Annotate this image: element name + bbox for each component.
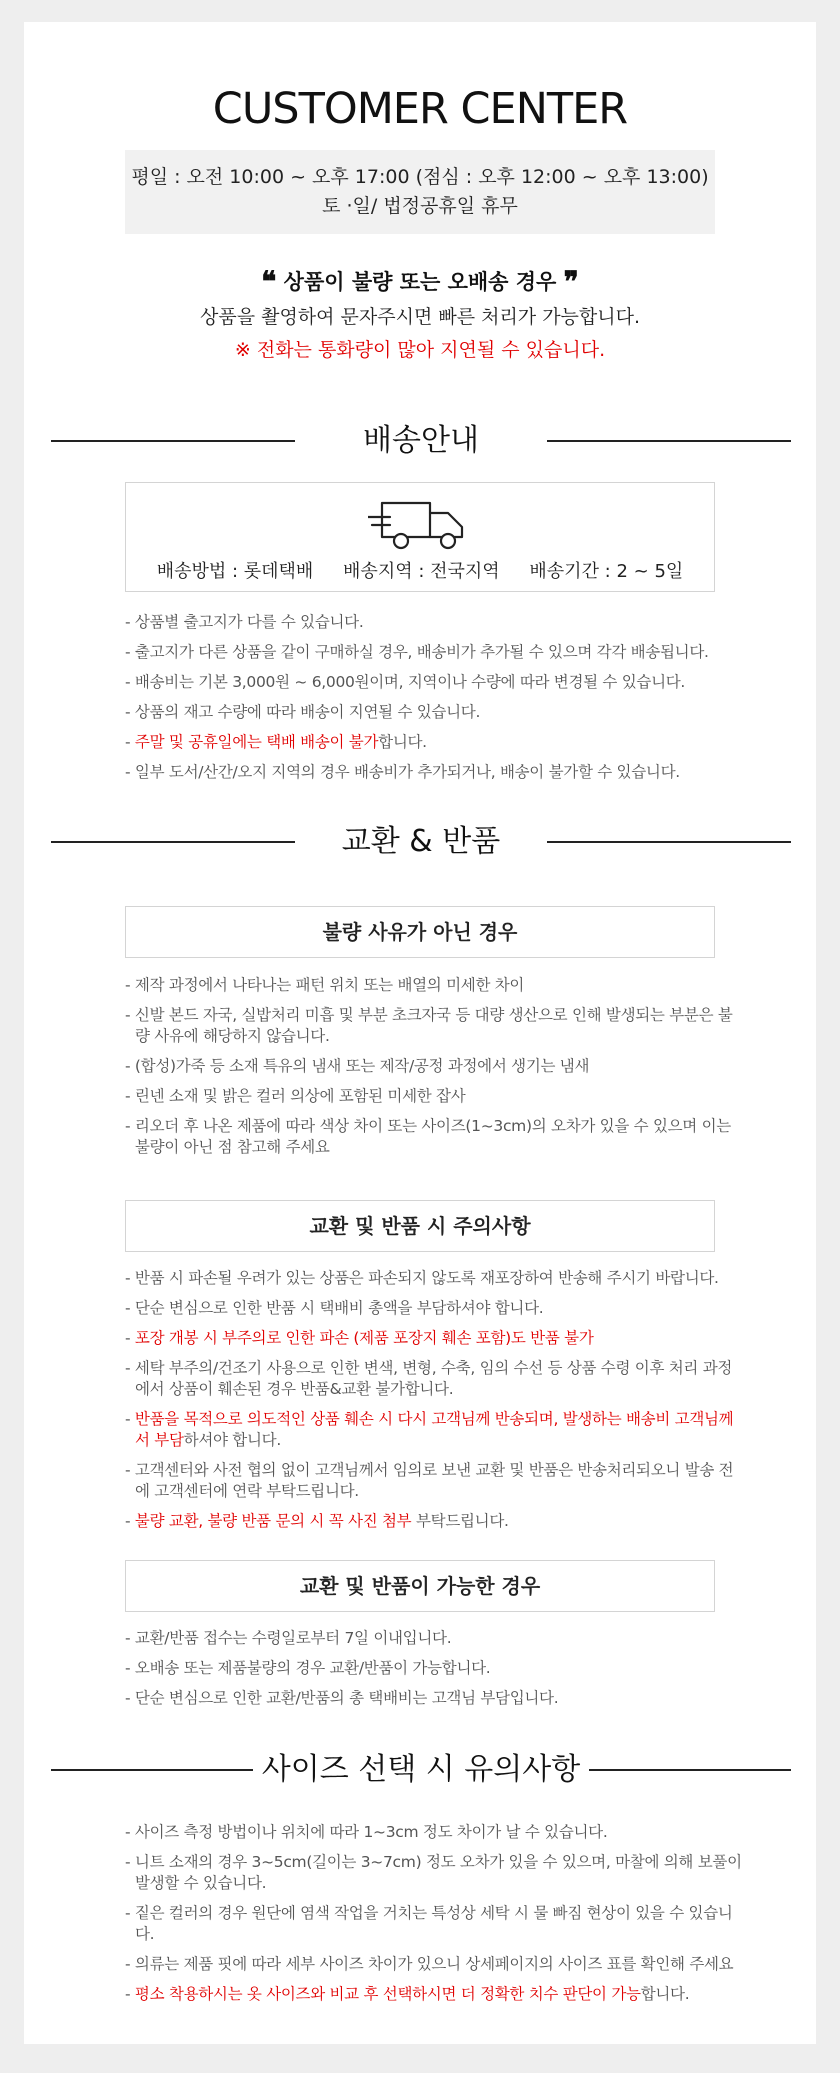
list-item [125, 1511, 745, 1532]
list-item: - 오배송 또는 제품불량의 경우 교환/반품이 가능합니다. [125, 1659, 491, 1677]
list-item [125, 1328, 745, 1349]
list-item: - 짙은 컬러의 경우 원단에 염색 작업을 거치는 특성상 세탁 시 물 빠짐 현상이 있을 수 있습니다. [125, 1904, 733, 1943]
list-item: - 일부 도서/산간/오지 지역의 경우 배송비가 추가되거나, 배송이 불가할 수 있습니다. [125, 763, 680, 781]
item-highlight: 주말 및 공휴일에는 택배 배송이 불가 [134, 733, 379, 751]
item-suffix: 합니다. [640, 1985, 690, 2003]
exchange-section-title: 교환 & 반품 [341, 824, 501, 859]
list-item: - 리오더 후 나온 제품에 따라 색상 차이 또는 사이즈(1~3cm)의 오차가 있을 수 있으며 이는 불량이 아닌 점 참고해 주세요 [125, 1117, 731, 1156]
item-prefix: - [125, 733, 135, 751]
business-hours-box [125, 150, 715, 234]
list-item: - 반품 시 파손될 우려가 있는 상품은 파손되지 않도록 재포장하여 반송해 주시기 바랍니다. [125, 1269, 719, 1287]
list-item [125, 1409, 745, 1451]
list-item: - 고객센터와 사전 협의 없이 고객님께서 임의로 보낸 교환 및 반품은 반송처리되오니 발송 전에 고객센터에 연락 부탁드립니다. [125, 1461, 734, 1500]
size-section-title: 사이즈 선택 시 유의사항 [261, 1752, 581, 1787]
exchange-section-header [51, 822, 791, 862]
list-item: - 상품의 재고 수량에 따라 배송이 지연될 수 있습니다. [125, 703, 481, 721]
item-highlight: 평소 착용하시는 옷 사이즈와 비교 후 선택하시면 더 정확한 치수 판단이 가능 [134, 1985, 641, 2003]
open-quote-icon: ❝ [261, 265, 277, 298]
non-defect-list [125, 975, 745, 1167]
item-prefix: - [125, 1985, 135, 2003]
size-notes-list [125, 1822, 745, 2014]
list-item: - 배송비는 기본 3,000원 ~ 6,000원이며, 지역이나 수량에 따라 변경될 수 있습니다. [125, 673, 686, 691]
list-item: - 상품별 출고지가 다를 수 있습니다. [125, 613, 364, 631]
notice-headline-row [24, 265, 816, 298]
page-title: CUSTOMER CENTER [212, 84, 628, 134]
list-item: - 단순 변심으로 인한 반품 시 택배비 총액을 부담하셔야 합니다. [125, 1299, 544, 1317]
list-item [125, 1984, 745, 2005]
non-defect-title-box [125, 906, 715, 958]
item-prefix: - [125, 1329, 135, 1347]
shipping-method: 배송방법 : 롯데택배 [156, 561, 314, 582]
caution-list [125, 1268, 745, 1541]
shipping-info-box [125, 482, 715, 592]
shipping-region: 배송지역 : 전국지역 [343, 561, 500, 582]
item-prefix: - [125, 1512, 135, 1530]
list-item: - 사이즈 측정 방법이나 위치에 따라 1~3cm 정도 차이가 날 수 있습니다. [125, 1823, 608, 1841]
item-suffix: 합니다. [378, 733, 427, 751]
list-item: - 세탁 부주의/건조기 사용으로 인한 변색, 변형, 수축, 임의 수선 등 상품 수령 이후 처리 과정에서 상품이 훼손된 경우 반품&교환 불가합니다. [125, 1359, 733, 1398]
item-highlight: 불량 교환, 불량 반품 문의 시 꼭 사진 첨부 [134, 1512, 412, 1530]
notice-warning: ※ 전화는 통화량이 많아 지연될 수 있습니다. [234, 339, 606, 361]
holiday-notice: 토 ·일/ 법정공휴일 휴무 [322, 195, 518, 217]
list-item: - 교환/반품 접수는 수령일로부터 7일 이내입니다. [125, 1629, 452, 1647]
caution-title-box [125, 1200, 715, 1252]
notice-headline: 상품이 불량 또는 오배송 경우 [283, 270, 557, 294]
possible-title: 교환 및 반품이 가능한 경우 [299, 1574, 541, 1598]
list-item: - (합성)가죽 등 소재 특유의 냄새 또는 제작/공정 과정에서 생기는 냄새 [125, 1057, 590, 1075]
shipping-section-title: 배송안내 [363, 423, 479, 458]
list-item: - 제작 과정에서 나타나는 패턴 위치 또는 배열의 미세한 차이 [125, 976, 525, 994]
list-item [125, 732, 745, 753]
non-defect-title: 불량 사유가 아닌 경우 [322, 920, 518, 944]
shipping-notes-list [125, 612, 745, 792]
list-item: - 의류는 제품 핏에 따라 세부 사이즈 차이가 있으니 상세페이지의 사이즈 표를 확인해 주세요 [125, 1955, 734, 1973]
close-quote-icon: ❞ [563, 265, 579, 298]
possible-title-box [125, 1560, 715, 1612]
possible-list [125, 1628, 745, 1718]
list-item: - 신발 본드 자국, 실밥처리 미흡 및 부분 초크자국 등 대량 생산으로 인해 발생되는 부분은 불량 사유에 해당하지 않습니다. [125, 1006, 733, 1045]
item-highlight: 반품을 목적으로 의도적인 상품 훼손 시 다시 고객님께 반송되며, 발생하는 배송비 고객님께서 부담 [134, 1410, 734, 1449]
list-item: - 출고지가 다른 상품을 같이 구매하실 경우, 배송비가 추가될 수 있으며 각각 배송됩니다. [125, 643, 709, 661]
shipping-period: 배송기간 : 2 ~ 5일 [529, 561, 684, 582]
shipping-summary-row [126, 557, 714, 583]
notice-line: 상품을 촬영하여 문자주시면 빠른 처리가 가능합니다. [199, 306, 641, 328]
item-prefix: - [125, 1410, 135, 1428]
size-section-header [51, 1750, 791, 1790]
item-highlight: 포장 개봉 시 부주의로 인한 파손 (제품 포장지 훼손 포함)도 반품 불가 [134, 1329, 594, 1347]
customer-center-page [24, 22, 816, 2044]
defect-notice [24, 265, 816, 362]
item-suffix: 부탁드립니다. [411, 1512, 509, 1530]
caution-title: 교환 및 반품 시 주의사항 [309, 1214, 531, 1238]
list-item: - 린넨 소재 및 밝은 컬러 의상에 포함된 미세한 잡사 [125, 1087, 466, 1105]
delivery-truck-icon [368, 497, 472, 551]
shipping-section-header [51, 421, 791, 461]
list-item: - 단순 변심으로 인한 교환/반품의 총 택배비는 고객님 부담입니다. [125, 1689, 559, 1707]
list-item: - 니트 소재의 경우 3~5cm(길이는 3~7cm) 정도 오차가 있을 수 있으며, 마찰에 의해 보풀이 발생할 수 있습니다. [125, 1853, 742, 1892]
weekday-hours: 평일 : 오전 10:00 ~ 오후 17:00 (점심 : 오후 12:00 ~ 오후 13:00) [131, 166, 709, 188]
item-suffix: 하셔야 합니다. [183, 1431, 281, 1449]
